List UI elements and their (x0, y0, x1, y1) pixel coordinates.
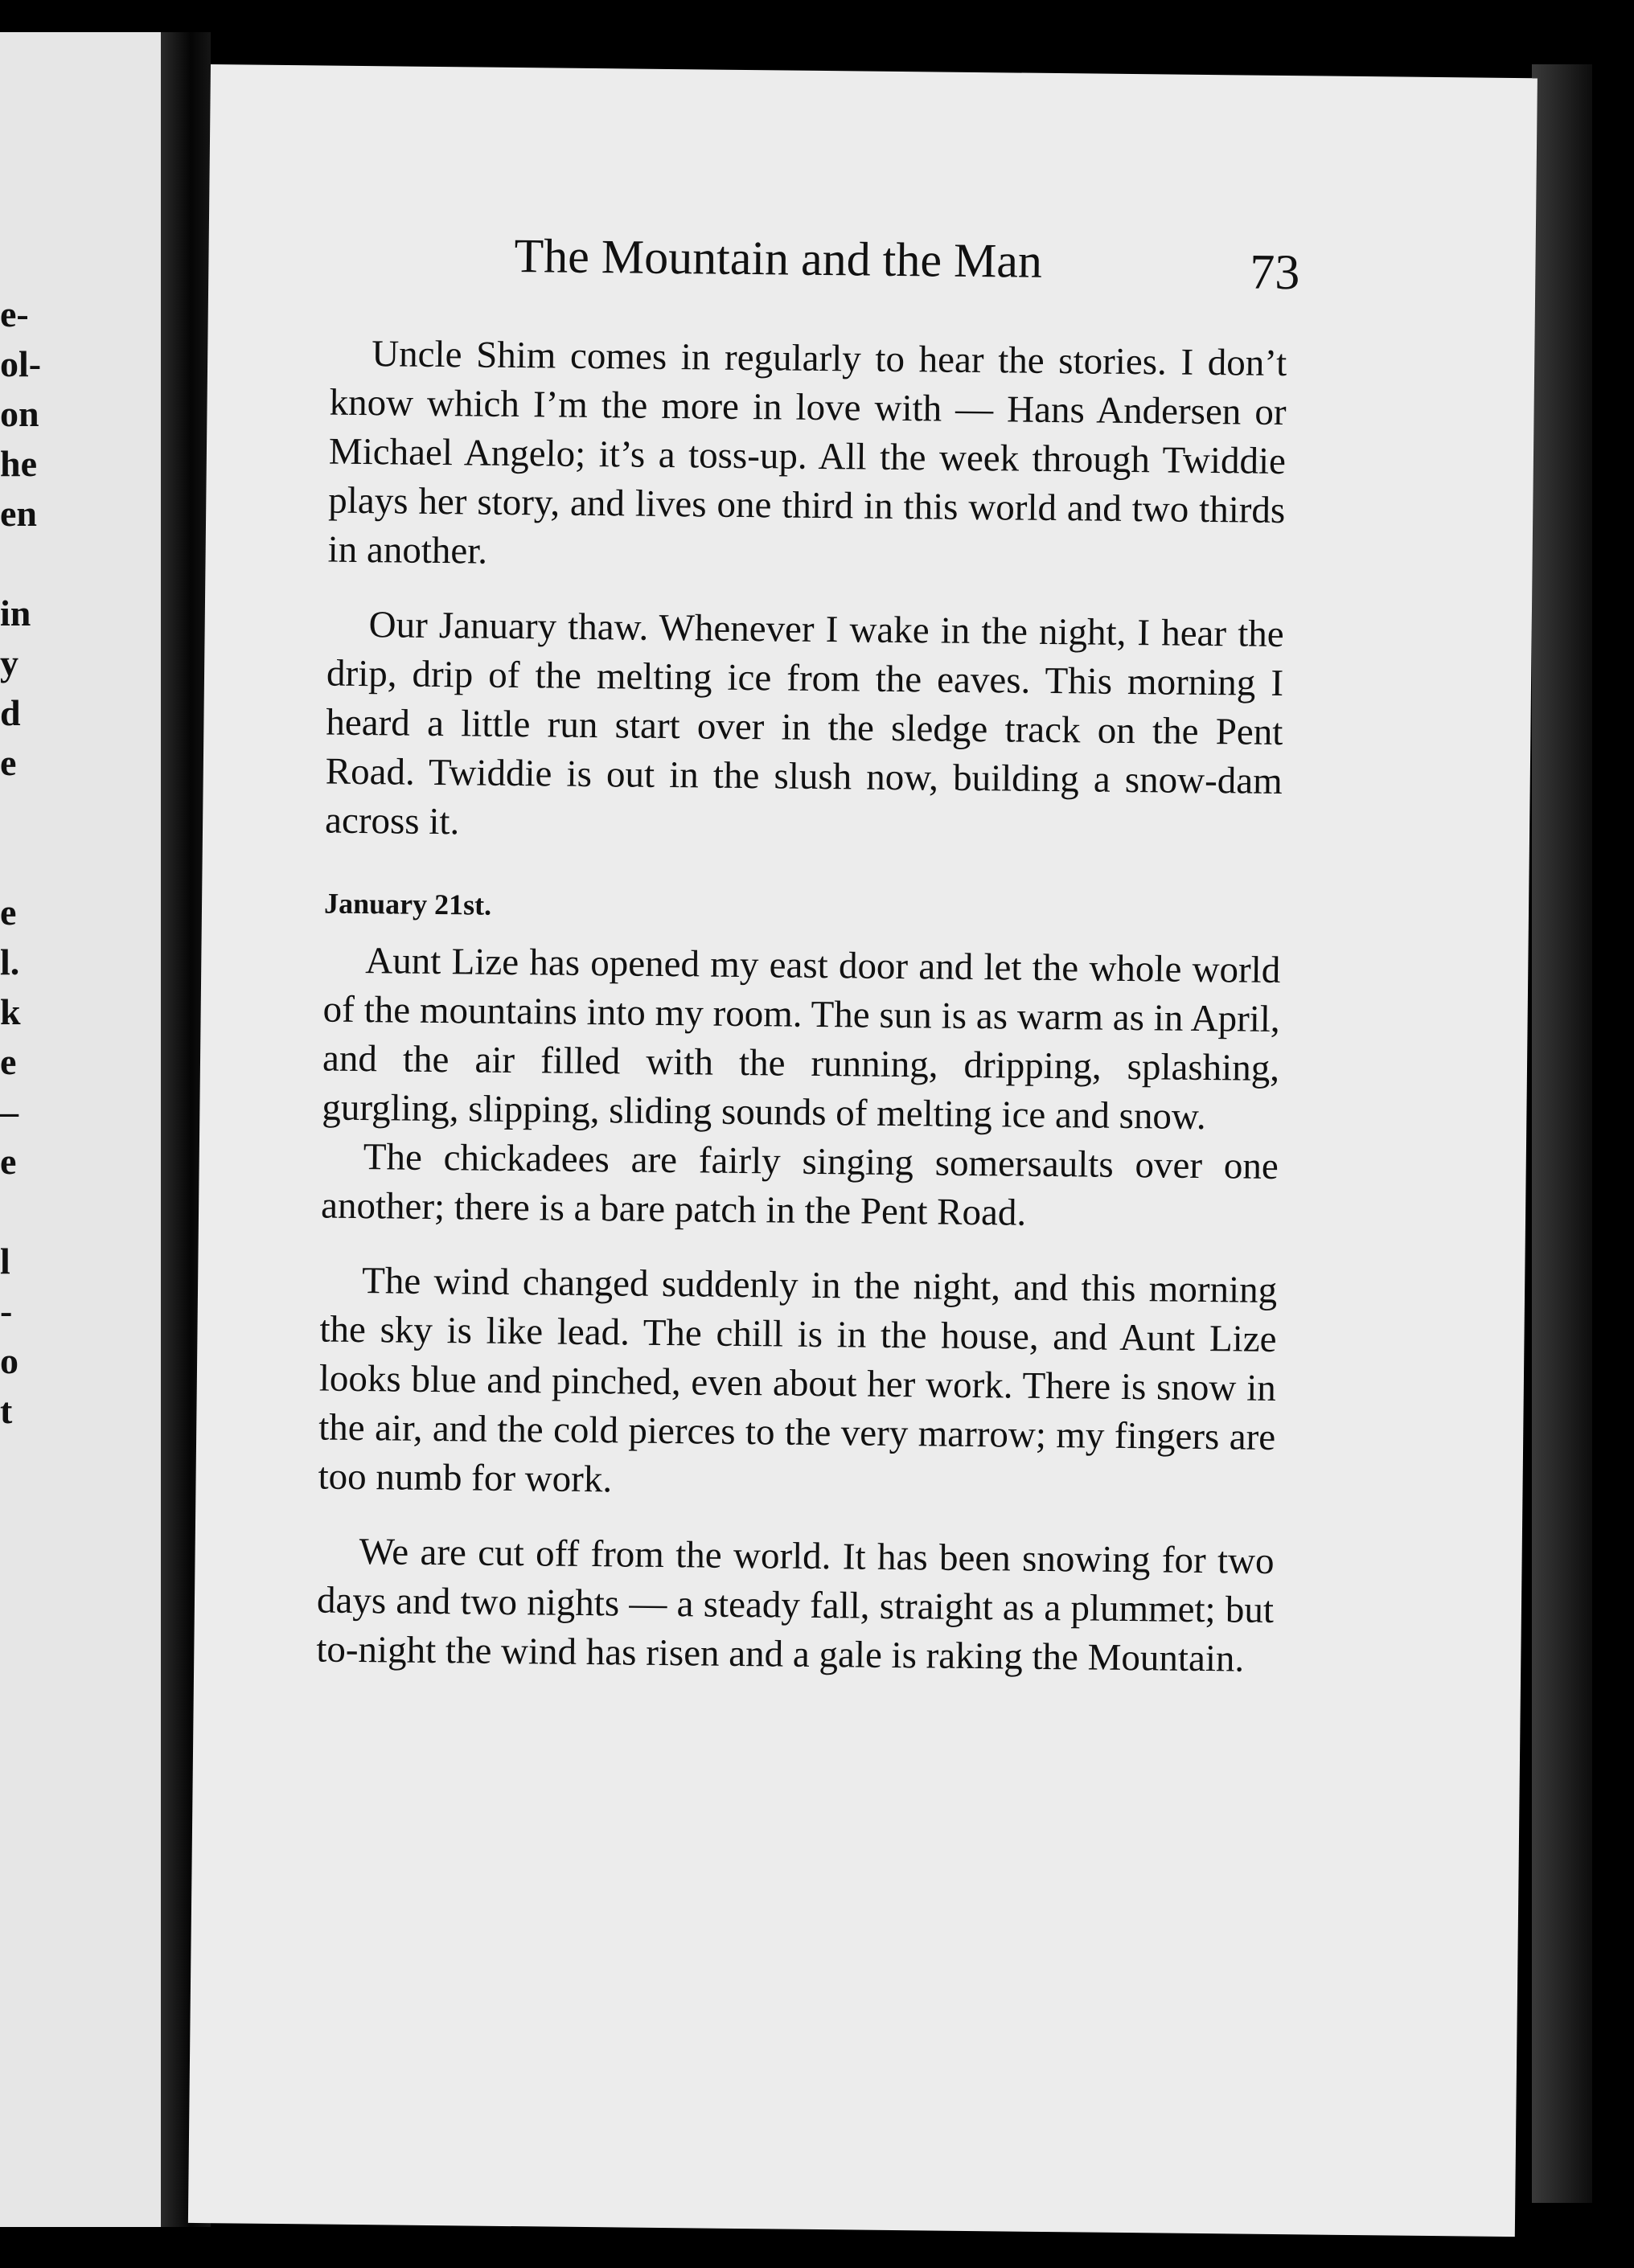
running-head-title: The Mountain and the Man (514, 228, 1043, 288)
paragraph: Our January thaw. Whenever I wake in the night, I hear the drip, drip of the melting ice from the eaves. This morning I heard a little run start over in the sledge track on the Pent Road. Twiddie is out in the slush now, building a snow-dam across it. (324, 604, 1284, 843)
book-page (188, 64, 1538, 2237)
fragment: l. (0, 941, 20, 982)
fragment: e (0, 742, 17, 783)
fragment: - (0, 1290, 13, 1331)
fragment: ol- (0, 343, 42, 384)
fragment: e (0, 892, 17, 933)
fragment: in (0, 593, 31, 634)
page-edge (1532, 64, 1592, 2203)
entry-date: January 21st. (323, 887, 492, 921)
fragment: t (0, 1390, 13, 1431)
fragment (0, 1187, 32, 1237)
fragment: d (0, 692, 21, 733)
fragment: e- (0, 293, 29, 334)
fragment: he (0, 443, 37, 484)
page-number: 73 (1250, 244, 1300, 301)
fragment: y (0, 642, 18, 683)
fragment: – (0, 1091, 18, 1132)
fragment: on (0, 393, 39, 434)
fragment: e (0, 1141, 17, 1182)
paragraph: The wind changed suddenly in the night, and this morning the sky is like lead. The chill is in the house, and Aunt Lize looks blue and pinched, even about her work. There is snow in the air, and the cold pierces to the very marrow; my fingers are too numb for work. (318, 1260, 1278, 1501)
fragment (0, 788, 32, 838)
paragraph: Aunt Lize has opened my east door and let the whole world of the mountains into my room. The sun is as warm as in April, and the air filled with the running, dripping, splashing, gurgling, slipping, sliding sounds of melting ice and snow. (322, 940, 1281, 1138)
fragment (0, 838, 32, 888)
running-head (514, 228, 1560, 301)
fragment (0, 539, 32, 589)
left-page-fragments (0, 289, 42, 1436)
fragment: k (0, 991, 21, 1032)
fragment: o (0, 1340, 18, 1381)
fragment: e (0, 1041, 17, 1082)
paragraph: The chickadees are fairly singing somersaults over one another; there is a bare patch in the Pent Road. (320, 1136, 1279, 1234)
paragraph: Uncle Shim comes in regularly to hear the stories. I don’t know which I’m the more in love with — Hans Andersen or Michael Angelo; it’s a toss-up. All the week through Twiddie plays her story, and lives one third in this world and two thirds in another. (327, 333, 1287, 572)
page-text (316, 330, 1287, 1684)
paragraph: We are cut off from the world. It has been snowing for two days and two nights — a steady fall, straight as a plummet; but to-night the wind has risen and a gale is raking the Mountain. (316, 1531, 1275, 1680)
fragment: en (0, 493, 37, 534)
fragment: l (0, 1241, 10, 1282)
